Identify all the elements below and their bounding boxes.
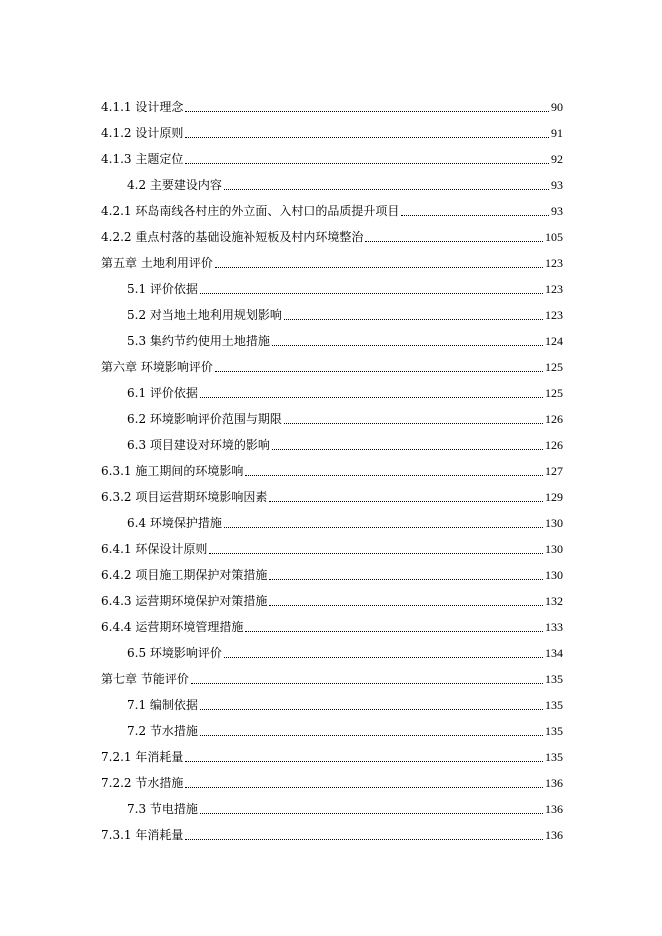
toc-entry-title: 4.2 主要建设内容	[127, 178, 222, 192]
toc-entry-title: 4.1.3 主题定位	[101, 152, 184, 166]
toc-dot-leader	[245, 475, 543, 476]
toc-entry-page-number: 130	[545, 568, 563, 582]
toc-entry-page-number: 136	[545, 828, 563, 842]
toc-entry-title: 5.3 集约节约使用土地措施	[127, 334, 270, 348]
toc-entry[interactable]	[101, 666, 563, 692]
toc-entry-title: 6.4.3 运营期环境保护对策措施	[101, 594, 268, 608]
toc-dot-leader	[185, 111, 549, 112]
toc-entry-title: 7.2 节水措施	[127, 724, 198, 738]
toc-entry-page-number: 125	[545, 386, 563, 400]
toc-entry-page-number: 93	[551, 204, 563, 218]
toc-dot-leader	[284, 319, 543, 320]
toc-entry[interactable]	[101, 354, 563, 380]
toc-dot-leader	[284, 423, 543, 424]
toc-entry-page-number: 105	[545, 230, 563, 244]
toc-entry-page-number: 129	[545, 490, 563, 504]
toc-dot-leader	[209, 553, 543, 554]
toc-dot-leader	[185, 839, 543, 840]
toc-entry[interactable]	[101, 562, 563, 588]
toc-entry-title: 4.2.1 环岛南线各村庄的外立面、入村口的品质提升项目	[101, 204, 400, 218]
toc-entry[interactable]	[101, 198, 563, 224]
toc-entry-page-number: 135	[545, 750, 563, 764]
toc-dot-leader	[269, 501, 543, 502]
toc-entry-title: 7.2.2 节水措施	[101, 776, 184, 790]
toc-dot-leader	[200, 735, 543, 736]
toc-dot-leader	[365, 241, 543, 242]
toc-entry-page-number: 90	[551, 100, 563, 114]
toc-entry-title: 6.4 环境保护措施	[127, 516, 222, 530]
toc-entry-page-number: 132	[545, 594, 563, 608]
toc-entry[interactable]	[101, 640, 563, 666]
toc-entry-page-number: 91	[551, 126, 563, 140]
toc-entry-page-number: 133	[545, 620, 563, 634]
toc-entry[interactable]	[101, 744, 563, 770]
toc-entry[interactable]	[101, 614, 563, 640]
toc-entry-page-number: 92	[551, 152, 563, 166]
toc-entry[interactable]	[101, 406, 563, 432]
toc-entry-page-number: 125	[545, 360, 563, 374]
toc-entry-title: 4.2.2 重点村落的基础设施补短板及村内环境整治	[101, 230, 364, 244]
toc-entry[interactable]	[101, 796, 563, 822]
toc-entry[interactable]	[101, 328, 563, 354]
toc-entry-page-number: 135	[545, 724, 563, 738]
toc-dot-leader	[224, 189, 549, 190]
toc-entry[interactable]	[101, 172, 563, 198]
toc-dot-leader	[200, 813, 543, 814]
toc-entry[interactable]	[101, 692, 563, 718]
toc-entry[interactable]	[101, 432, 563, 458]
toc-entry-title: 6.3 项目建设对环境的影响	[127, 438, 270, 452]
toc-dot-leader	[272, 345, 543, 346]
toc-entry[interactable]	[101, 302, 563, 328]
toc-entry-title: 6.5 环境影响评价	[127, 646, 222, 660]
toc-entry[interactable]	[101, 484, 563, 510]
toc-entry-title: 4.1.2 设计原则	[101, 126, 184, 140]
table-of-contents	[101, 94, 563, 848]
toc-entry-page-number: 136	[545, 802, 563, 816]
toc-entry[interactable]	[101, 224, 563, 250]
toc-entry-page-number: 130	[545, 516, 563, 530]
toc-entry-title: 7.3 节电措施	[127, 802, 198, 816]
toc-dot-leader	[200, 293, 543, 294]
toc-entry-title: 5.2 对当地土地利用规划影响	[127, 308, 282, 322]
toc-entry[interactable]	[101, 276, 563, 302]
toc-entry-title: 5.1 评价依据	[127, 282, 198, 296]
toc-entry-title: 7.1 编制依据	[127, 698, 198, 712]
toc-entry-title: 第七章 节能评价	[101, 672, 189, 686]
toc-dot-leader	[224, 527, 543, 528]
toc-entry-page-number: 135	[545, 698, 563, 712]
toc-dot-leader	[200, 397, 543, 398]
toc-entry-title: 6.2 环境影响评价范围与期限	[127, 412, 282, 426]
toc-entry-page-number: 124	[545, 334, 563, 348]
toc-dot-leader	[191, 683, 543, 684]
toc-entry[interactable]	[101, 146, 563, 172]
toc-dot-leader	[269, 579, 543, 580]
toc-entry-page-number: 123	[545, 308, 563, 322]
toc-entry-page-number: 127	[545, 464, 563, 478]
toc-entry-title: 6.4.4 运营期环境管理措施	[101, 620, 244, 634]
toc-dot-leader	[269, 605, 543, 606]
toc-dot-leader	[272, 449, 543, 450]
toc-entry-page-number: 135	[545, 672, 563, 686]
toc-dot-leader	[185, 787, 543, 788]
toc-entry-page-number: 136	[545, 776, 563, 790]
toc-entry-page-number: 93	[551, 178, 563, 192]
toc-dot-leader	[215, 267, 543, 268]
toc-entry-page-number: 123	[545, 256, 563, 270]
toc-entry[interactable]	[101, 120, 563, 146]
toc-dot-leader	[215, 371, 543, 372]
toc-entry-page-number: 134	[545, 646, 563, 660]
toc-entry[interactable]	[101, 510, 563, 536]
toc-entry-title: 6.4.1 环保设计原则	[101, 542, 208, 556]
toc-entry-title: 第六章 环境影响评价	[101, 360, 213, 374]
toc-entry[interactable]	[101, 458, 563, 484]
toc-entry[interactable]	[101, 718, 563, 744]
toc-dot-leader	[224, 657, 543, 658]
toc-entry-title: 6.4.2 项目施工期保护对策措施	[101, 568, 268, 582]
toc-entry-title: 6.1 评价依据	[127, 386, 198, 400]
toc-entry-page-number: 126	[545, 438, 563, 452]
toc-entry[interactable]	[101, 380, 563, 406]
toc-dot-leader	[185, 163, 549, 164]
toc-entry-title: 7.3.1 年消耗量	[101, 828, 184, 842]
toc-entry[interactable]	[101, 770, 563, 796]
toc-entry-title: 第五章 土地利用评价	[101, 256, 213, 270]
toc-entry-page-number: 126	[545, 412, 563, 426]
toc-entry[interactable]	[101, 588, 563, 614]
toc-entry-title: 6.3.2 项目运营期环境影响因素	[101, 490, 268, 504]
toc-dot-leader	[401, 215, 549, 216]
toc-entry-page-number: 130	[545, 542, 563, 556]
toc-dot-leader	[245, 631, 543, 632]
toc-entry[interactable]	[101, 250, 563, 276]
toc-entry-title: 4.1.1 设计理念	[101, 100, 184, 114]
toc-entry[interactable]	[101, 536, 563, 562]
toc-entry-title: 6.3.1 施工期间的环境影响	[101, 464, 244, 478]
toc-dot-leader	[185, 761, 543, 762]
toc-entry-title: 7.2.1 年消耗量	[101, 750, 184, 764]
toc-dot-leader	[200, 709, 543, 710]
toc-dot-leader	[185, 137, 549, 138]
toc-entry[interactable]	[101, 822, 563, 848]
toc-entry-page-number: 123	[545, 282, 563, 296]
toc-entry[interactable]	[101, 94, 563, 120]
